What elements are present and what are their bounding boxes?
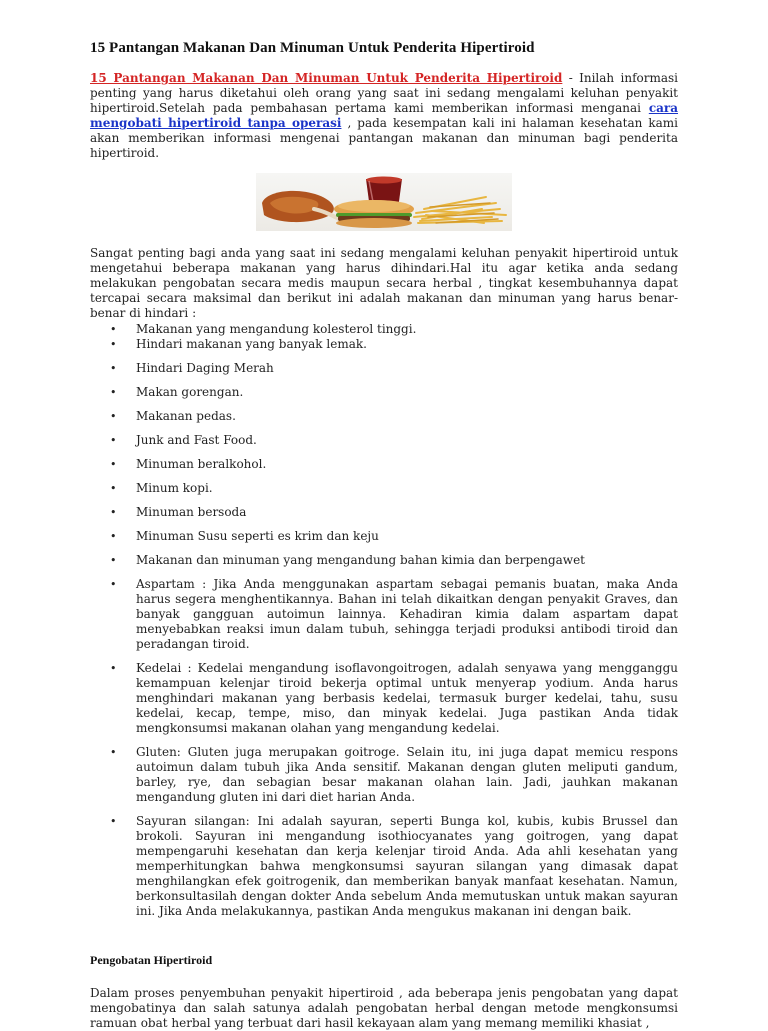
list-item bbox=[90, 409, 678, 424]
list-item-text: Makanan dan minuman yang mengandung bahan kimia dan berpengawet bbox=[136, 553, 585, 567]
list-item-text: Makanan pedas. bbox=[136, 409, 236, 423]
title-link[interactable]: 15 Pantangan Makanan Dan Minuman Untuk Penderita Hipertiroid bbox=[90, 71, 563, 85]
list-item-text: Aspartam : Jika Anda menggunakan aspartam sebagai pemanis buatan, maka Anda harus segera menghentikannya. Bahan ini telah dikaitkan dengan penyakit Graves, dan banyak gangguan autoimun lainnya. Kehadiran kimia dalam aspartam dapat menyebabkan reaksi imun dalam tubuh, sehingga terjadi produksi antibodi tiroid dan peradangan tiroid. bbox=[136, 577, 678, 651]
list-item-text: Minum kopi. bbox=[136, 481, 213, 495]
bullet: • bbox=[110, 554, 117, 567]
list-item bbox=[90, 577, 678, 652]
bullet: • bbox=[110, 386, 117, 399]
list-item bbox=[90, 505, 678, 520]
list-item-text: Minuman beralkohol. bbox=[136, 457, 267, 471]
list-item bbox=[90, 814, 678, 919]
list-item bbox=[90, 745, 678, 805]
bullet: • bbox=[110, 662, 117, 675]
list-item bbox=[90, 553, 678, 568]
document-page bbox=[90, 40, 678, 1031]
bullet: • bbox=[110, 362, 117, 375]
list-item-text: Minuman bersoda bbox=[136, 505, 247, 519]
intro-text-2: , pada kesempatan kali ini halaman kesehatan kami akan memberikan informasi mengenai pantangan makanan dan minuman bagi penderita hipertiroid. bbox=[90, 116, 678, 160]
list-item-text: Makan gorengan. bbox=[136, 385, 244, 399]
bullet: • bbox=[110, 323, 117, 336]
bullet: • bbox=[110, 458, 117, 471]
list-item-text: Hindari makanan yang banyak lemak. bbox=[136, 337, 367, 351]
list-item bbox=[90, 661, 678, 736]
list-item bbox=[90, 322, 678, 337]
fast-food-image bbox=[256, 173, 512, 231]
bullet: • bbox=[110, 530, 117, 543]
bullet: • bbox=[110, 410, 117, 423]
intro-text-1: - Inilah informasi penting yang harus diketahui oleh orang yang saat ini sedang mengalami keluhan penyakit hipertiroid.Setelah pada pembahasan pertama kami memberikan informasi menganai bbox=[90, 71, 678, 115]
list-item bbox=[90, 337, 678, 352]
bullet: • bbox=[110, 482, 117, 495]
bullet: • bbox=[110, 578, 117, 591]
avoid-foods-paragraph: Sangat penting bagi anda yang saat ini sedang mengalami keluhan penyakit hipertiroid untuk mengetahui beberapa makanan yang harus dihindari.Hal itu agar ketika anda sedang melakukan pengobatan secara medis maupun secara herbal , tingkat kesembuhannya dapat tercapai secara maksimal dan berikut ini adalah makanan dan minuman yang harus benar-benar di hindari : bbox=[90, 246, 678, 320]
bullet: • bbox=[110, 434, 117, 447]
list-item-text: Hindari Daging Merah bbox=[136, 361, 274, 375]
fast-food-illustration bbox=[256, 173, 512, 231]
list-item bbox=[90, 457, 678, 472]
list-item bbox=[90, 433, 678, 448]
list-item-text: Sayuran silangan: Ini adalah sayuran, seperti Bunga kol, kubis, kubis Brussel dan brokoli. Sayuran ini mengandung isothiocyanates yang goitrogen, yang dapat mempengaruhi kesehatan dan kerja kelenjar tiroid Anda. Ada ahli kesehatan yang memperhitungkan bahwa mengkonsumsi sayuran silangan yang dimasak dapat menghilangkan efek goitrogenik, dan memberikan banyak manfaat kesehatan. Namun, berkonsultasilah dengan dokter Anda sebelum Anda memutuskan untuk makan sayuran ini. Jika Anda melakukannya, pastikan Anda mengukus makanan ini dengan baik. bbox=[136, 814, 678, 918]
section-heading: Pengobatan Hipertiroid bbox=[90, 953, 213, 967]
surgery-free-treatment-link[interactable]: cara mengobati hipertiroid tanpa operasi bbox=[90, 101, 678, 130]
list-item-text: Minuman Susu seperti es krim dan keju bbox=[136, 529, 379, 543]
list-item bbox=[90, 529, 678, 544]
section-paragraph: Dalam proses penyembuhan penyakit hipertiroid , ada beberapa jenis pengobatan yang dapat mengobatinya dan salah satunya adalah pengobatan herbal dengan metode mengkonsumsi ramuan obat herbal yang terbuat dari hasil kekayaan alam yang memang memiliki khasiat , bbox=[90, 986, 678, 1030]
bullet: • bbox=[110, 815, 117, 828]
page-title: 15 Pantangan Makanan Dan Minuman Untuk Penderita Hipertiroid bbox=[90, 40, 535, 56]
avoid-list bbox=[90, 322, 678, 919]
bullet: • bbox=[110, 338, 117, 351]
list-item bbox=[90, 481, 678, 496]
intro-paragraph bbox=[90, 71, 678, 161]
list-item-text: Makanan yang mengandung kolesterol tinggi. bbox=[136, 322, 417, 336]
list-item-text: Gluten: Gluten juga merupakan goitroge. Selain itu, ini juga dapat memicu respons autoimun dalam tubuh jika Anda sensitif. Makanan dengan gluten meliputi gandum, barley, rye, dan sebagian besar makanan olahan lain. Jadi, jauhkan makanan mengandung gluten ini dari diet harian Anda. bbox=[136, 745, 678, 804]
bullet: • bbox=[110, 746, 117, 759]
list-item bbox=[90, 361, 678, 376]
list-item bbox=[90, 385, 678, 400]
list-item-text: Kedelai : Kedelai mengandung isoflavongoitrogen, adalah senyawa yang mengganggu kemampuan kelenjar tiroid bekerja optimal untuk menyerap yodium. Anda harus menghindari makanan yang berbasis kedelai, termasuk burger kedelai, tahu, susu kedelai, kecap, tempe, miso, dan minyak kedelai. Juga pastikan Anda tidak mengkonsumsi makanan olahan yang mengandung kedelai. bbox=[136, 661, 678, 735]
bullet: • bbox=[110, 506, 117, 519]
list-item-text: Junk and Fast Food. bbox=[136, 433, 257, 447]
